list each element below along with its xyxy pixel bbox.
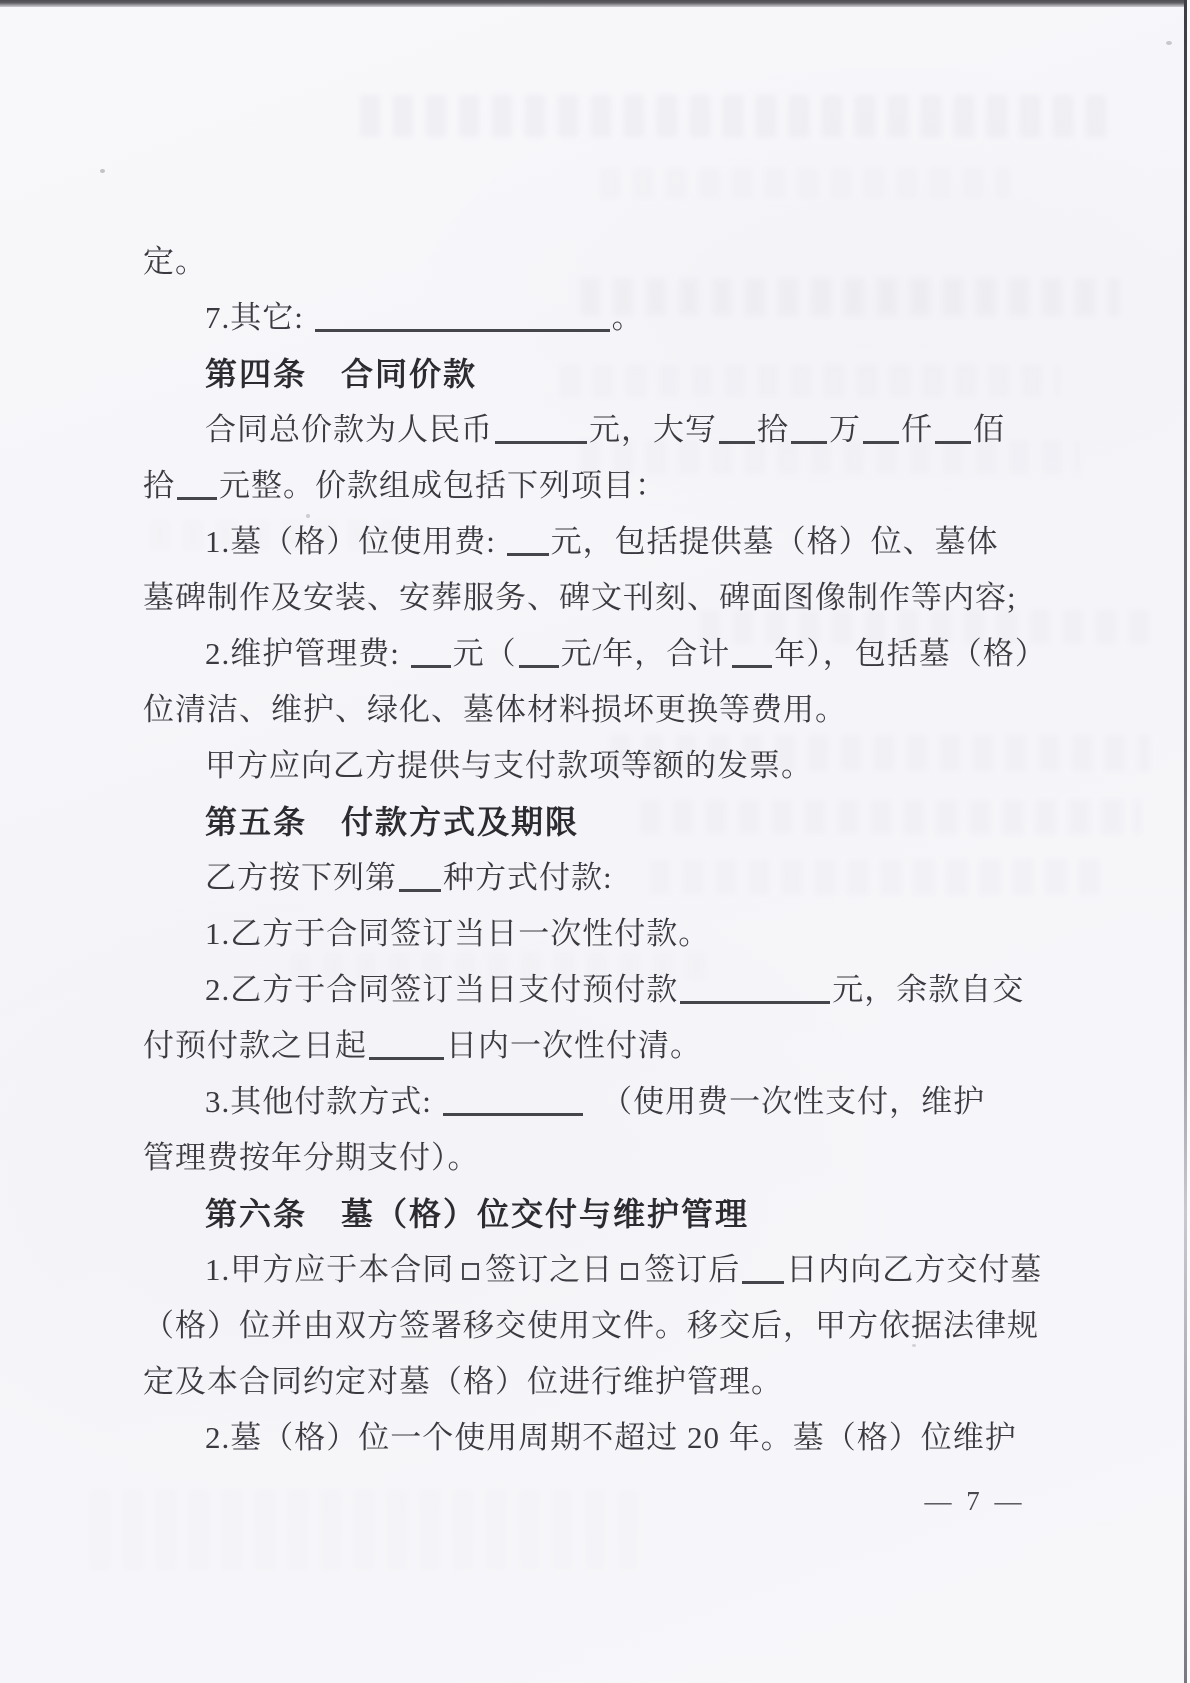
text-run: 仟 [901, 412, 933, 447]
contract-line [143, 402, 1083, 458]
contract-line [143, 850, 1083, 906]
contract-line [143, 1018, 1083, 1074]
text-run: 管理费按年分期支付）。 [143, 1140, 480, 1175]
text-run: 位清洁、维护、绿化、墓体材料损坏更换等费用。 [143, 692, 847, 727]
fill-in-blank [369, 1053, 444, 1060]
text-run: 第五条 付款方式及期限 [205, 804, 580, 840]
text-run: 1.甲方应于本合同 [205, 1252, 455, 1287]
text-run: 元，大写 [589, 412, 717, 447]
contract-line [143, 1242, 1083, 1298]
text-run: 万 [829, 412, 861, 447]
text-run: 年），包括墓（格） [774, 636, 1047, 671]
fill-in-blank [411, 661, 451, 668]
scan-edge-top [0, 0, 1190, 7]
text-run: 元/年，合计 [560, 636, 731, 671]
contract-line [143, 1074, 1083, 1130]
text-run: 元（ [452, 636, 517, 671]
text-run: 佰 [973, 412, 1005, 447]
contract-line [143, 514, 1083, 570]
contract-line [143, 738, 1083, 794]
fill-in-blank [742, 1277, 784, 1284]
contract-line [143, 458, 1083, 514]
contract-text-column [143, 234, 1083, 1466]
checkbox-icon [462, 1263, 479, 1280]
text-run: 签订之日 [485, 1252, 614, 1287]
fill-in-blank [719, 437, 755, 444]
section-heading [143, 794, 1083, 850]
text-run: 种方式付款: [443, 860, 613, 895]
contract-line [143, 1298, 1083, 1354]
text-run: （使用费一次性支付，维护 [584, 1084, 986, 1119]
text-run: 拾 [143, 468, 175, 503]
contract-line [143, 962, 1083, 1018]
contract-line [143, 290, 1083, 346]
fill-in-blank [680, 997, 830, 1004]
text-run: 墓碑制作及安装、安葬服务、碑文刊刻、碑面图像制作等内容; [143, 580, 1017, 615]
text-run: 合同总价款为人民币 [205, 412, 493, 447]
scan-speck [1166, 41, 1172, 45]
text-run: 元，余款自交 [832, 972, 1025, 1007]
contract-line [143, 1410, 1083, 1466]
contract-line [143, 626, 1083, 682]
fill-in-blank [732, 661, 772, 668]
fill-in-blank [791, 437, 827, 444]
text-run: 第四条 合同价款 [205, 356, 478, 392]
text-run: 定及本合同约定对墓（格）位进行维护管理。 [143, 1364, 783, 1399]
section-heading [143, 1186, 1083, 1242]
text-run: 甲方应向乙方提供与支付款项等额的发票。 [205, 748, 813, 783]
text-run: （格）位并由双方签署移交使用文件。移交后，甲方依据法律规 [143, 1308, 1039, 1343]
fill-in-blank [177, 493, 217, 500]
contract-line [143, 1354, 1083, 1410]
text-run: 2.维护管理费: [205, 636, 409, 671]
page-number: — 7 — [924, 1486, 1026, 1516]
text-run: 乙方按下列第 [205, 860, 397, 895]
scan-bleedthrough [90, 1490, 640, 1570]
text-run: 元整。价款组成包括下列项目： [219, 468, 667, 503]
text-run: 1.墓（格）位使用费: [205, 524, 505, 559]
contract-line [143, 906, 1083, 962]
scan-edge-right [1184, 0, 1187, 1683]
fill-in-blank [443, 1109, 583, 1116]
fill-in-blank [399, 885, 441, 892]
scan-speck [100, 169, 105, 173]
contract-line [143, 234, 1083, 290]
fill-in-blank [495, 437, 587, 444]
text-run: 拾 [757, 412, 789, 447]
section-heading [143, 346, 1083, 402]
text-run: 签订后 [644, 1252, 741, 1287]
text-run: 2.墓（格）位一个使用周期不超过 20 年。墓（格）位维护 [205, 1420, 1017, 1455]
fill-in-blank [507, 549, 549, 556]
contract-line [143, 682, 1083, 738]
text-run: 1.乙方于合同签订当日一次性付款。 [205, 916, 711, 951]
scan-bleedthrough [360, 95, 1110, 137]
text-run: 日内一次性付清。 [446, 1028, 702, 1063]
fill-in-blank [863, 437, 899, 444]
text-run: 2.乙方于合同签订当日支付预付款 [205, 972, 679, 1007]
contract-line [143, 570, 1083, 626]
contract-line [143, 1130, 1083, 1186]
text-run: 。 [611, 300, 644, 335]
fill-in-blank [315, 325, 610, 332]
fill-in-blank [935, 437, 971, 444]
text-run: 元，包括提供墓（格）位、墓体 [550, 524, 999, 559]
text-run: 7.其它: [205, 300, 313, 335]
text-run: 日内向乙方交付墓 [786, 1252, 1043, 1287]
fill-in-blank [519, 661, 559, 668]
text-run: 定。 [143, 244, 207, 279]
text-run: 第六条 墓（格）位交付与维护管理 [205, 1196, 750, 1232]
checkbox-icon [621, 1263, 638, 1280]
text-run: 付预付款之日起 [143, 1028, 367, 1063]
text-run: 3.其他付款方式: [205, 1084, 441, 1119]
scan-bleedthrough [600, 168, 1010, 198]
